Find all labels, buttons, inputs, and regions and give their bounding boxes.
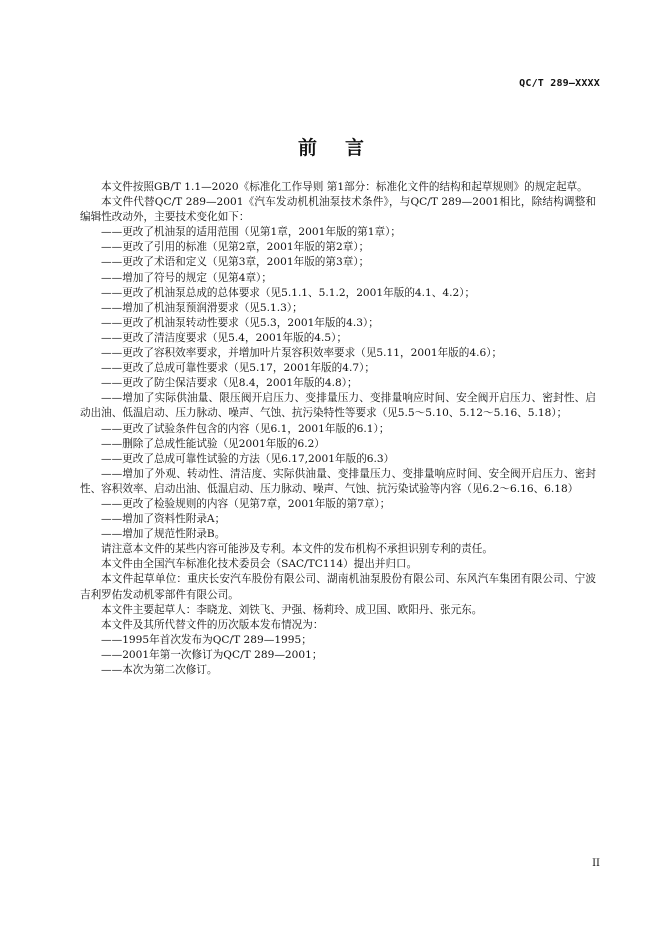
change-item: ——更改了总成可靠性要求（见5.17，2001年版的4.7）；	[101, 362, 375, 375]
change-item: ——增加了资料性附录A；	[101, 513, 226, 526]
change-item: ——增加了外观、转动性、清洁度、实际供油量、变排量压力、变排量响应时间、安全阀开启压力、密封性、容积效率、启动出油、低温启动、压力脉动、噪声、气蚀、抗污染试验等内容（见6.2～6.16、6.18）	[80, 467, 596, 495]
proposer-statement: 本文件由全国汽车标准化技术委员会（SAC/TC114）提出并归口。	[101, 558, 418, 571]
change-item: ——更改了防尘保洁要求（见8.4，2001年版的4.8）；	[101, 377, 358, 390]
change-item: ——增加了实际供油量、限压阀开启压力、变排量压力、变排量响应时间、安全阀开启压力、密封性、启动出油、低温启动、压力脉动、噪声、气蚀、抗污染特性等要求（见5.5～5.10、5.12～5.16、5.18）；	[80, 392, 596, 420]
drafting-units: 本文件起草单位：重庆长安汽车股份有限公司、湖南机油泵股份有限公司、东风汽车集团有限公司、宁波吉利罗佑发动机零部件有限公司。	[80, 573, 596, 601]
change-item: ——更改了机油泵的适用范围（见第1章，2001年版的第1章）；	[101, 226, 401, 239]
change-item: ——增加了机油泵预润滑要求（见5.1.3）；	[101, 301, 303, 314]
change-item: ——更改了术语和定义（见第3章，2001年版的第3章）；	[101, 256, 370, 269]
change-item: ——更改了检验规则的内容（见第7章，2001年版的第7章）；	[101, 497, 391, 510]
patent-notice: 请注意本文件的某些内容可能涉及专利。本文件的发布机构不承担识别专利的责任。	[101, 543, 493, 556]
history-item: ——2001年第一次修订为QC/T 289—2001；	[101, 648, 323, 661]
change-item: ——更改了总成可靠性试验的方法（见6.17,2001年版的6.3）	[101, 452, 395, 465]
foreword-body	[80, 180, 596, 678]
change-item: ——更改了机油泵总成的总体要求（见5.1.1、5.1.2，2001年版的4.1、4.2）；	[101, 286, 476, 299]
document-code-header: QC/T 289—XXXX	[519, 78, 600, 89]
drafters: 本文件主要起草人：李晓龙、刘铁飞、尹强、杨莉玲、成卫国、欧阳丹、张元东。	[101, 603, 483, 616]
history-item: ——本次为第二次修订。	[101, 664, 218, 676]
change-item: ——更改了引用的标准（见第2章，2001年版的第2章）；	[101, 241, 370, 254]
change-item: ——更改了清洁度要求（见5.4，2001年版的4.5）；	[101, 331, 348, 344]
foreword-paragraph: 本文件按照GB/T 1.1—2020《标准化工作导则 第1部分：标准化文件的结构和起草规则》的规定起草。	[101, 181, 588, 193]
change-item: ——增加了符号的规定（见第4章）；	[101, 271, 272, 284]
change-item: ——更改了机油泵转动性要求（见5.3，2001年版的4.3）；	[101, 316, 379, 329]
change-item: ——更改了容积效率要求，并增加叶片泵容积效率要求（见5.11，2001年版的4.6）；	[101, 347, 503, 360]
foreword-paragraph: 本文件代替QC/T 289—2001《汽车发动机机油泵技术条件》，与QC/T 289—2001相比，除结构调整和编辑性改动外，主要技术变化如下：	[80, 196, 596, 224]
history-item: ——1995年首次发布为QC/T 289—1995；	[101, 633, 312, 646]
page-number: II	[592, 858, 600, 869]
page-title: 前言	[297, 137, 392, 159]
change-item: ——增加了规范性附录B。	[101, 528, 226, 541]
change-item: ——更改了试验条件包含的内容（见6.1，2001年版的6.1）；	[101, 422, 390, 435]
history-intro: 本文件及其所代替文件的历次版本发布情况为：	[101, 618, 324, 631]
change-item: ——删除了总成性能试验（见2001年版的6.2）	[101, 437, 325, 450]
